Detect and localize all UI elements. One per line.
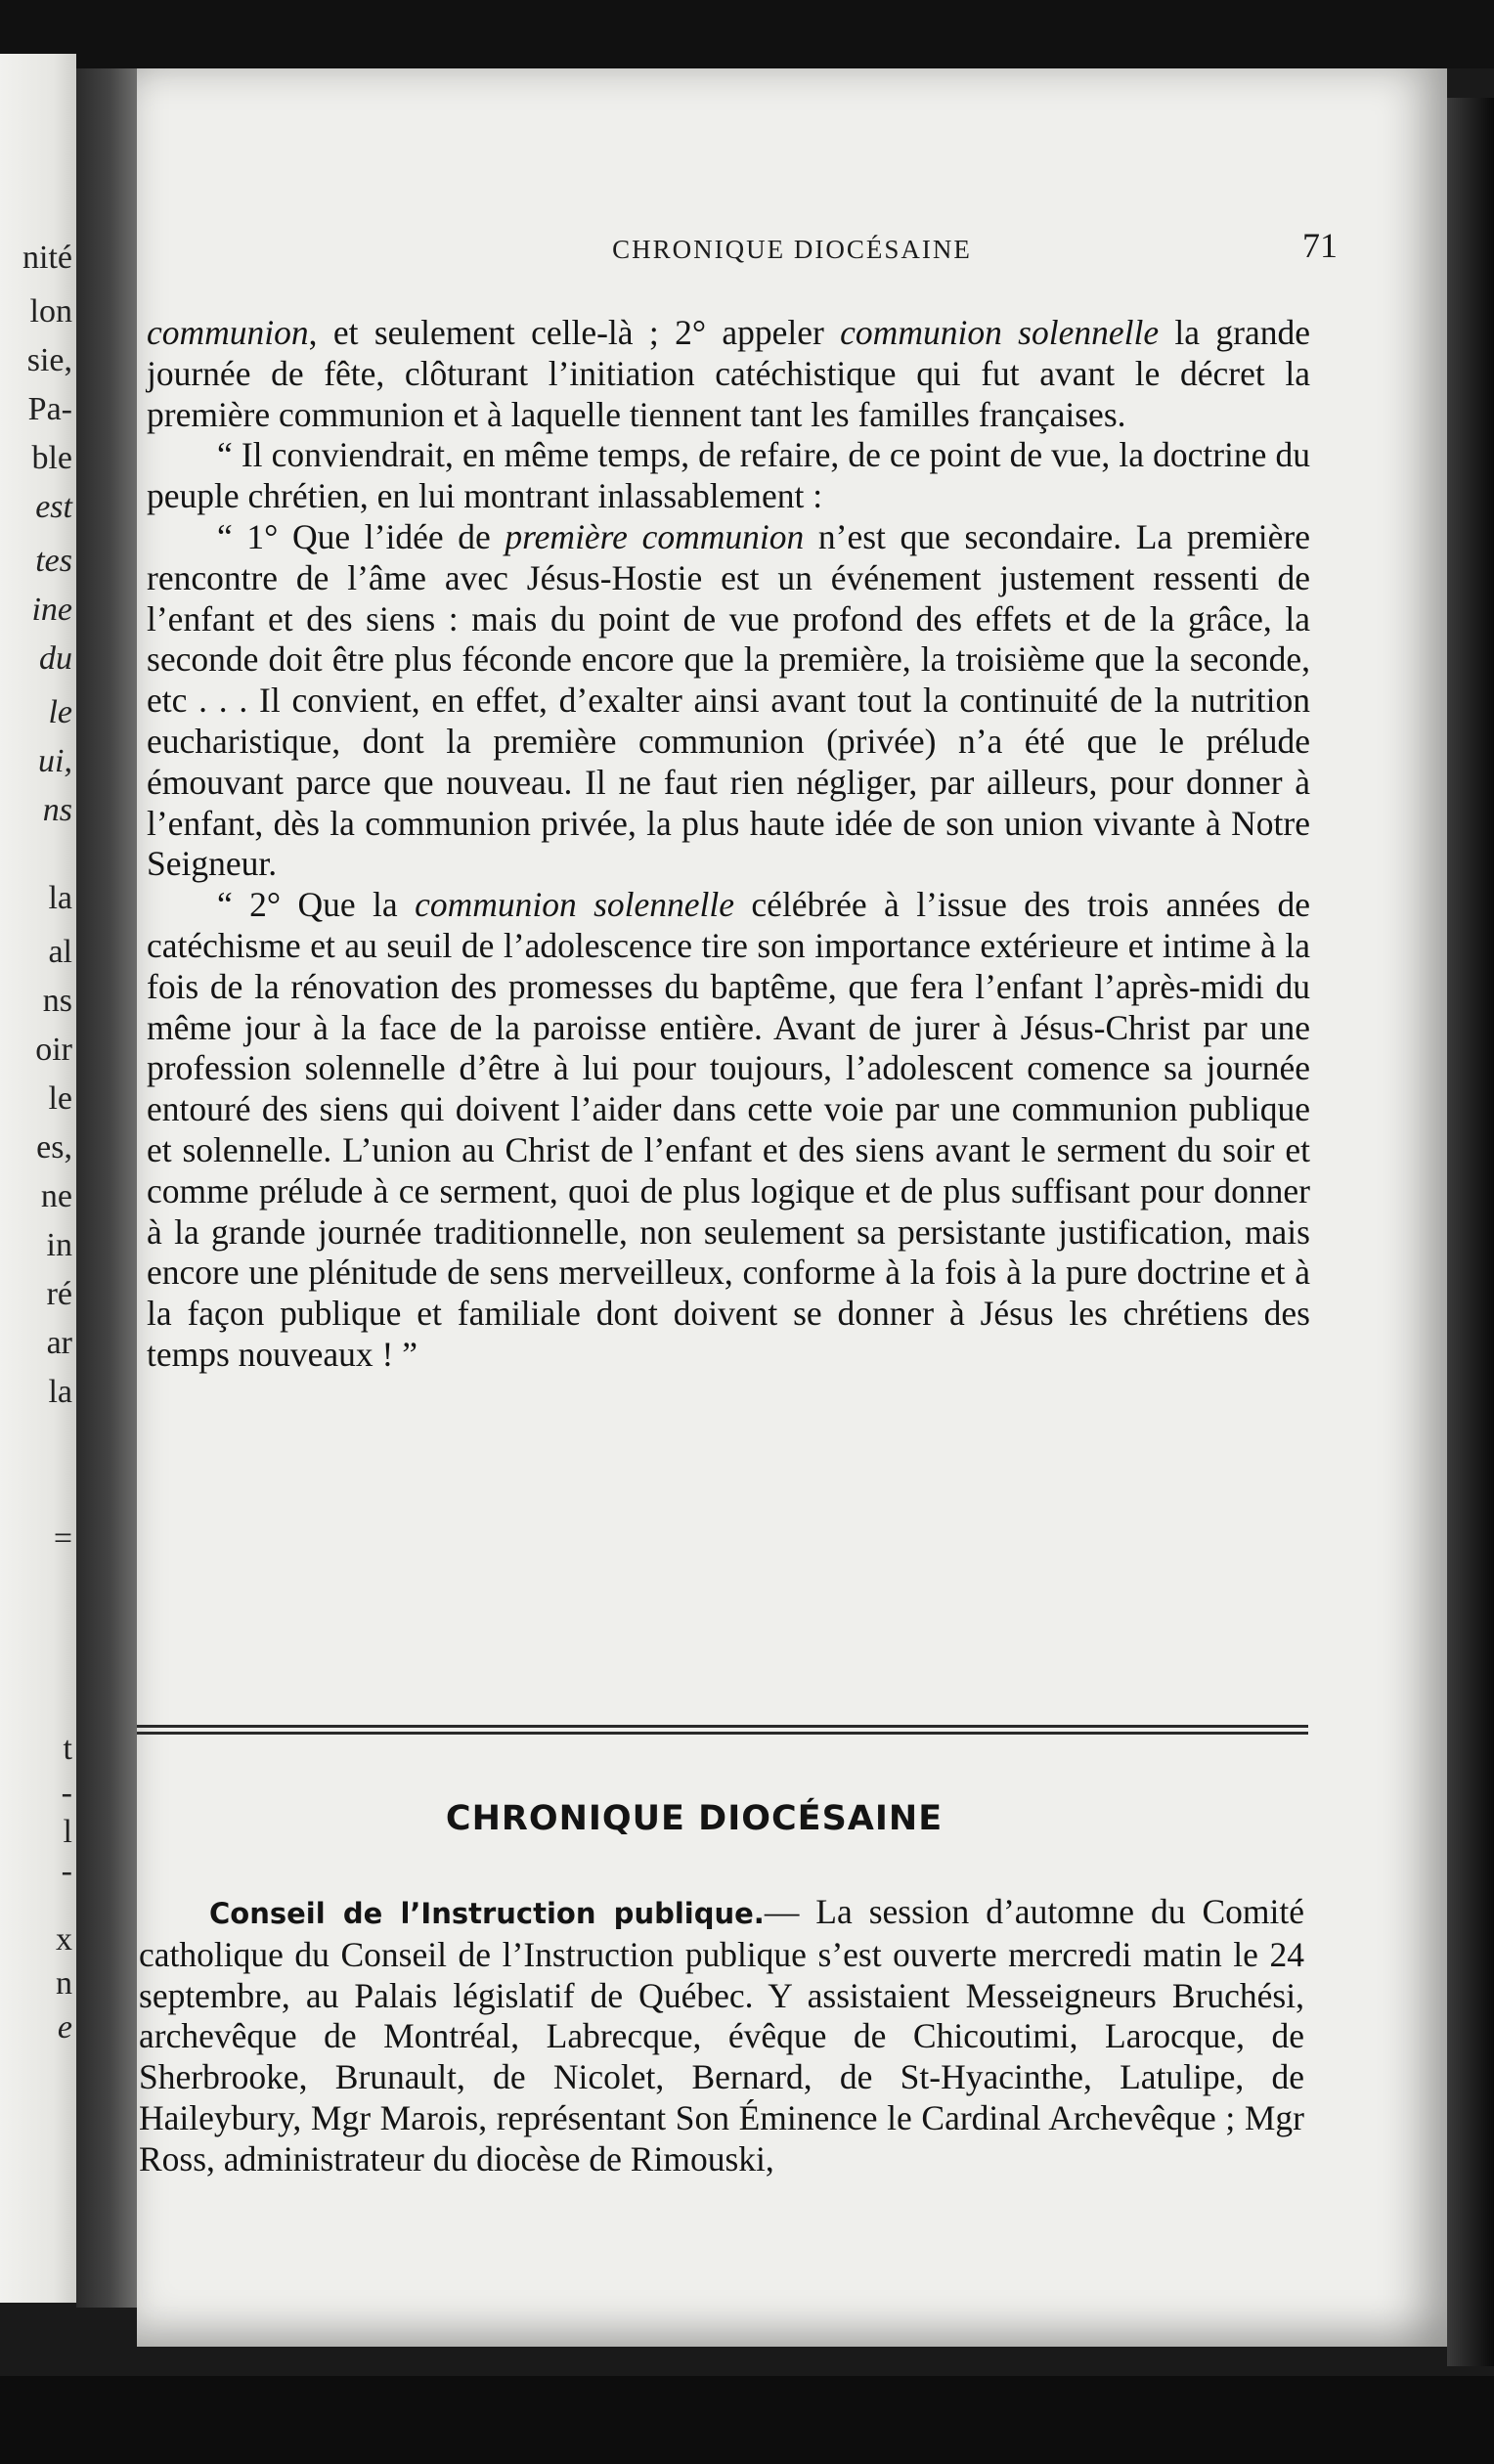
facing-page-fragment: x <box>56 1921 72 1958</box>
facing-page-fragment: nité <box>22 240 72 276</box>
italic-term: communion <box>147 313 309 352</box>
facing-page-fragment: ble <box>31 440 72 476</box>
continued-text <box>147 313 1310 1376</box>
scan-top-border <box>0 0 1494 68</box>
text-run: , et seulement celle-là ; 2° appeler <box>308 313 841 352</box>
facing-page-fragment: le <box>48 694 72 730</box>
italic-term: première communion <box>505 516 805 556</box>
paragraph-3 <box>147 517 1310 885</box>
paragraph-1 <box>147 313 1310 435</box>
facing-page-fragment: la <box>48 1374 72 1410</box>
section-divider <box>137 1725 1308 1735</box>
facing-page-fragment: ui, <box>38 743 72 779</box>
paragraph-4 <box>147 885 1310 1376</box>
page-number: 71 <box>1302 226 1338 265</box>
book-page <box>137 68 1447 2347</box>
facing-page-fragment: n <box>56 1965 72 2002</box>
scan-bottom-border <box>0 2376 1494 2464</box>
facing-page-edge <box>0 54 76 2303</box>
facing-page-fragment: Pa- <box>27 391 72 427</box>
facing-page-fragment: lon <box>29 293 72 330</box>
section-heading: CHRONIQUE DIOCÉSAINE <box>445 1799 944 1838</box>
facing-page-fragment: ré <box>46 1276 72 1312</box>
running-head: CHRONIQUE DIOCÉSAINE <box>612 235 972 264</box>
book-gutter <box>76 68 145 2308</box>
italic-term: communion solennelle <box>840 313 1160 352</box>
paragraph-2: “ Il conviendrait, en même temps, de refaire, de ce point de vue, la doctrine du peuple chrétien, en lui montrant inlassablement : <box>147 435 1310 516</box>
facing-page-fragment: oir <box>35 1032 72 1068</box>
facing-page-fragment: est <box>35 489 72 525</box>
text-run: — La session d’automne du Comité catholique du Conseil de l’Instruction publique s’est ouverte mercredi matin le 24 septembre, au Palais législatif de Québec. Y assistaient Messeigneurs Bruchési, archevêque de Montréal, Labrecque, évêque de Chicoutimi, Larocque, de Sherbrooke, Brunault, de Nicolet, Bernard, de St-Hyacinthe, Latulipe, de Haileybury, Mgr Marois, représentant Son Éminence le Cardinal Archevêque ; Mgr Ross, administrateur du diocèse de Rimouski, <box>139 1892 1305 2178</box>
facing-page-fragment: ar <box>46 1325 72 1361</box>
facing-page-fragment: la <box>48 880 72 916</box>
facing-page-fragment: l <box>63 1814 72 1850</box>
italic-term: communion solennelle <box>415 885 735 925</box>
facing-page-fragment: es, <box>36 1129 72 1166</box>
facing-page-fragment: al <box>48 934 72 970</box>
section-body <box>139 1892 1304 2180</box>
section-paragraph <box>139 1892 1304 2180</box>
text-run: célébrée à l’issue des trois années de catéchisme et au seuil de l’adolescence tire son importance extérieure et intime à la fois de la rénovation des promesses du baptême, que fera l’enfant l’après-midi du même jour à la face de la paroisse entière. Avant de jurer à Jésus-Christ par une profession solennelle d’être à lui pour toujours, l’adolescent comence sa journée entouré des siens qui doivent l’aider dans cette voie par une communion publique et solennelle. L’union au Christ de l’enfant et des siens avant le serment du soir et comme prélude à ce serment, quoi de plus logique et de plus suffisant pour donner à la grande journée traditionnelle, non seulement sa persistante justification, mais encore une plénitude de sens merveilleux, conforme à la fois à la pure doctrine et à la façon publique et familiale dont doivent se donner à Jésus les chrétiens des temps nouveaux ! ” <box>147 885 1310 1374</box>
facing-page-fragment: ns <box>42 983 72 1019</box>
facing-page-fragment: t <box>63 1731 72 1767</box>
facing-page-fragment: ne <box>40 1178 72 1214</box>
facing-page-fragment: - <box>61 1853 72 1889</box>
facing-page-fragment: ine <box>31 592 72 628</box>
facing-page-fragment: - <box>61 1775 72 1811</box>
facing-page-fragment: du <box>39 640 72 677</box>
scan-right-edge <box>1447 98 1494 2366</box>
facing-page-fragment: e <box>57 2009 72 2046</box>
facing-page-fragment: le <box>48 1080 72 1117</box>
text-run: la grande journée de fête, clôturant l’initiation catéchistique qui fut avant le décret la première communion et à laquelle tiennent tant les familles françaises. <box>147 313 1310 434</box>
text-run: “ 2° Que la <box>217 885 416 925</box>
facing-page-fragment: = <box>53 1520 72 1557</box>
text-run: n’est que secondaire. La première rencontre de l’âme avec Jésus-Hostie est un événement justement ressenti de l’enfant et des siens : mais du point de vue profond des effets et de la grâce, la seconde doit être plus féconde encore que la première, la troisième que la seconde, etc . . . Il convient, en effet, d’exalter ainsi avant tout la continuité de la nutrition eucharistique, dont la première communion (privée) n’a été que le prélude émouvant parce que nouveau. Il ne faut rien négliger, par ailleurs, pour donner à l’enfant, dès la communion privée, la plus haute idée de son union vivante à Notre Seigneur. <box>147 516 1310 884</box>
text-run: “ 1° Que l’idée de <box>217 516 505 556</box>
facing-page-fragment: tes <box>35 543 72 579</box>
facing-page-fragment: sie, <box>26 342 72 378</box>
run-in-heading: Conseil de l’Instruction publique. <box>209 1897 765 1930</box>
facing-page-fragment: in <box>46 1227 72 1263</box>
facing-page-fragment: ns <box>42 792 72 828</box>
